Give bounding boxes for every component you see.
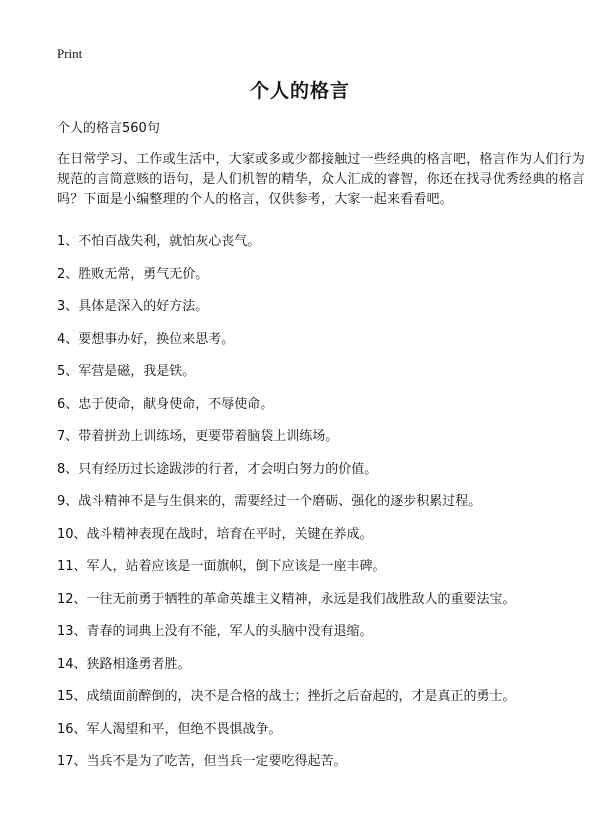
quote-item: 8、只有经历过长途跋涉的行者，才会明白努力的价值。 bbox=[57, 461, 378, 477]
quote-item: 10、战斗精神表现在战时，培育在平时，关键在养成。 bbox=[57, 526, 373, 542]
quote-list bbox=[57, 233, 587, 786]
quote-item: 11、军人，站着应该是一面旗帜，倒下应该是一座丰碑。 bbox=[57, 559, 386, 574]
quote-item: 6、忠于使命，献身使命，不辱使命。 bbox=[57, 396, 274, 412]
page-title: 个人的格言 bbox=[249, 80, 350, 102]
intro-paragraph: 在日常学习、工作或生活中，大家或多或少都接触过一些经典的格言吧，格言作为人们行为规范的言简意赅的语句，是人们机智的精华，众人汇成的睿智，你还在找寻优秀经典的格言吗？下面是小编整理的个人的格言，仅供参考，大家一起来看看吧。 bbox=[57, 152, 586, 207]
quote-item: 2、胜败无常，勇气无价。 bbox=[57, 266, 209, 282]
quote-item: 15、成绩面前醉倒的，决不是合格的战士；挫折之后奋起的，才是真正的勇士。 bbox=[57, 689, 516, 704]
quote-item: 17、当兵不是为了吃苦，但当兵一定要吃得起苦。 bbox=[57, 754, 347, 769]
print-link[interactable]: Print bbox=[57, 46, 83, 61]
quote-item: 16、军人渴望和平，但绝不畏惧战争。 bbox=[57, 721, 282, 737]
quote-item: 14、狭路相逢勇者胜。 bbox=[57, 656, 191, 672]
quote-item: 13、青春的词典上没有不能，军人的头脑中没有退缩。 bbox=[57, 624, 373, 639]
quote-item: 7、带着拼劲上训练场，更要带着脑袋上训练场。 bbox=[57, 429, 339, 444]
quote-item: 9、战斗精神不是与生俱来的，需要经过一个磨砺、强化的逐步积累过程。 bbox=[57, 494, 482, 509]
quote-item: 5、军营是磁，我是铁。 bbox=[57, 364, 196, 379]
quote-item: 3、具体是深入的好方法。 bbox=[57, 299, 209, 314]
quote-item: 4、要想事办好，换位来思考。 bbox=[57, 331, 235, 347]
quote-item: 12、一往无前勇于牺牲的革命英雄主义精神，永远是我们战胜敌人的重要法宝。 bbox=[57, 591, 516, 607]
quote-item: 1、不怕百战失利，就怕灰心丧气。 bbox=[57, 234, 261, 249]
subtitle: 个人的格言560句 bbox=[57, 121, 160, 136]
